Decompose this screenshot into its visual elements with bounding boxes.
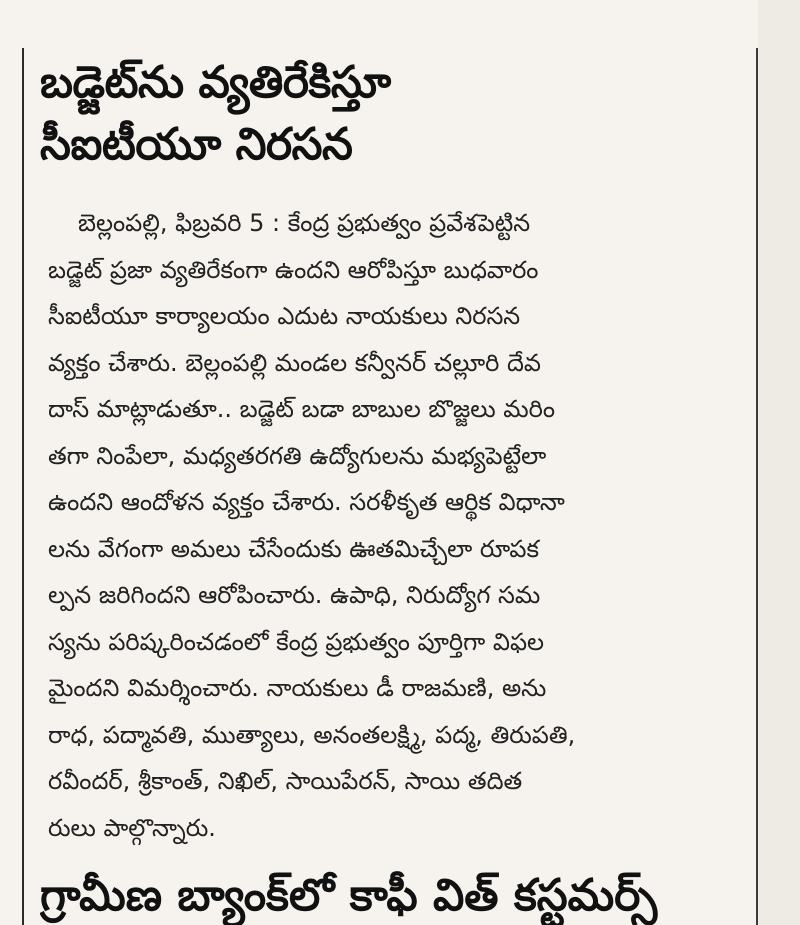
body-line: బడ్జెట్ ప్రజా వ్యతిరేకంగా ఉందని ఆరోపిస్తూ బుధవారం [48,255,539,284]
column-rule-left [22,48,24,925]
body-line: తగా నింపేలా, మధ్యతరగతి ఉద్యోగులను మభ్యపెట్టేలా [48,441,547,470]
headline-line: సీఐటీయూ నిరసన [40,119,353,170]
adjacent-column-margin [758,0,800,925]
body-line: ల్పన జరిగిందని ఆరోపించారు. ఉపాధి, నిరుద్యోగ సమ [48,581,541,609]
body-line: రాధ, పద్మావతి, ముత్యాలు, అనంతలక్ష్మి, పద్మ, తిరుపతి, [48,720,576,749]
body-line: మైందని విమర్శించారు. నాయకులు డీ రాజమణి, అను [48,674,547,702]
body-line: దాస్ మాట్లాడుతూ.. బడ్జెట్ బడా బాబుల బొజ్జలు మరిం [48,395,556,423]
body-line: వ్యక్తం చేశారు. బెల్లంపల్లి మండల కన్వీనర్ చల్లూరి దేవ [48,348,541,377]
headline-line: బడ్జెట్‌ను వ్యతిరేకిస్తూ [40,57,391,108]
body-line: బెల్లంపల్లి, ఫిబ్రవరి 5 : కేంద్ర ప్రభుత్వం ప్రవేశపెట్టిన [78,209,531,237]
body-line: రవీందర్, శ్రీకాంత్, నిఖిల్, సాయిపేరన్, సాయి తదిత [48,767,523,795]
body-line: సీఐటీయూ కార్యాలయం ఎదుట నాయకులు నిరసన [48,302,521,330]
body-line: ఉందని ఆందోళన వ్యక్తం చేశారు. సరళీకృత ఆర్థిక విధానా [48,488,565,516]
article-headline [40,52,750,176]
body-line: లను వేగంగా అమలు చేసేందుకు ఊతమిచ్చేలా రూపక [48,534,540,563]
next-article-headline: గ్రామీణ బ్యాంక్‌లో కాఫీ విత్ కస్టమర్స్ [40,870,658,921]
body-line: స్యను పరిష్కరించడంలో కేంద్ర ప్రభుత్వం పూర్తిగా విఫల [48,627,545,656]
body-line: రులు పాల్గొన్నారు. [48,813,216,842]
article-body [48,200,748,851]
